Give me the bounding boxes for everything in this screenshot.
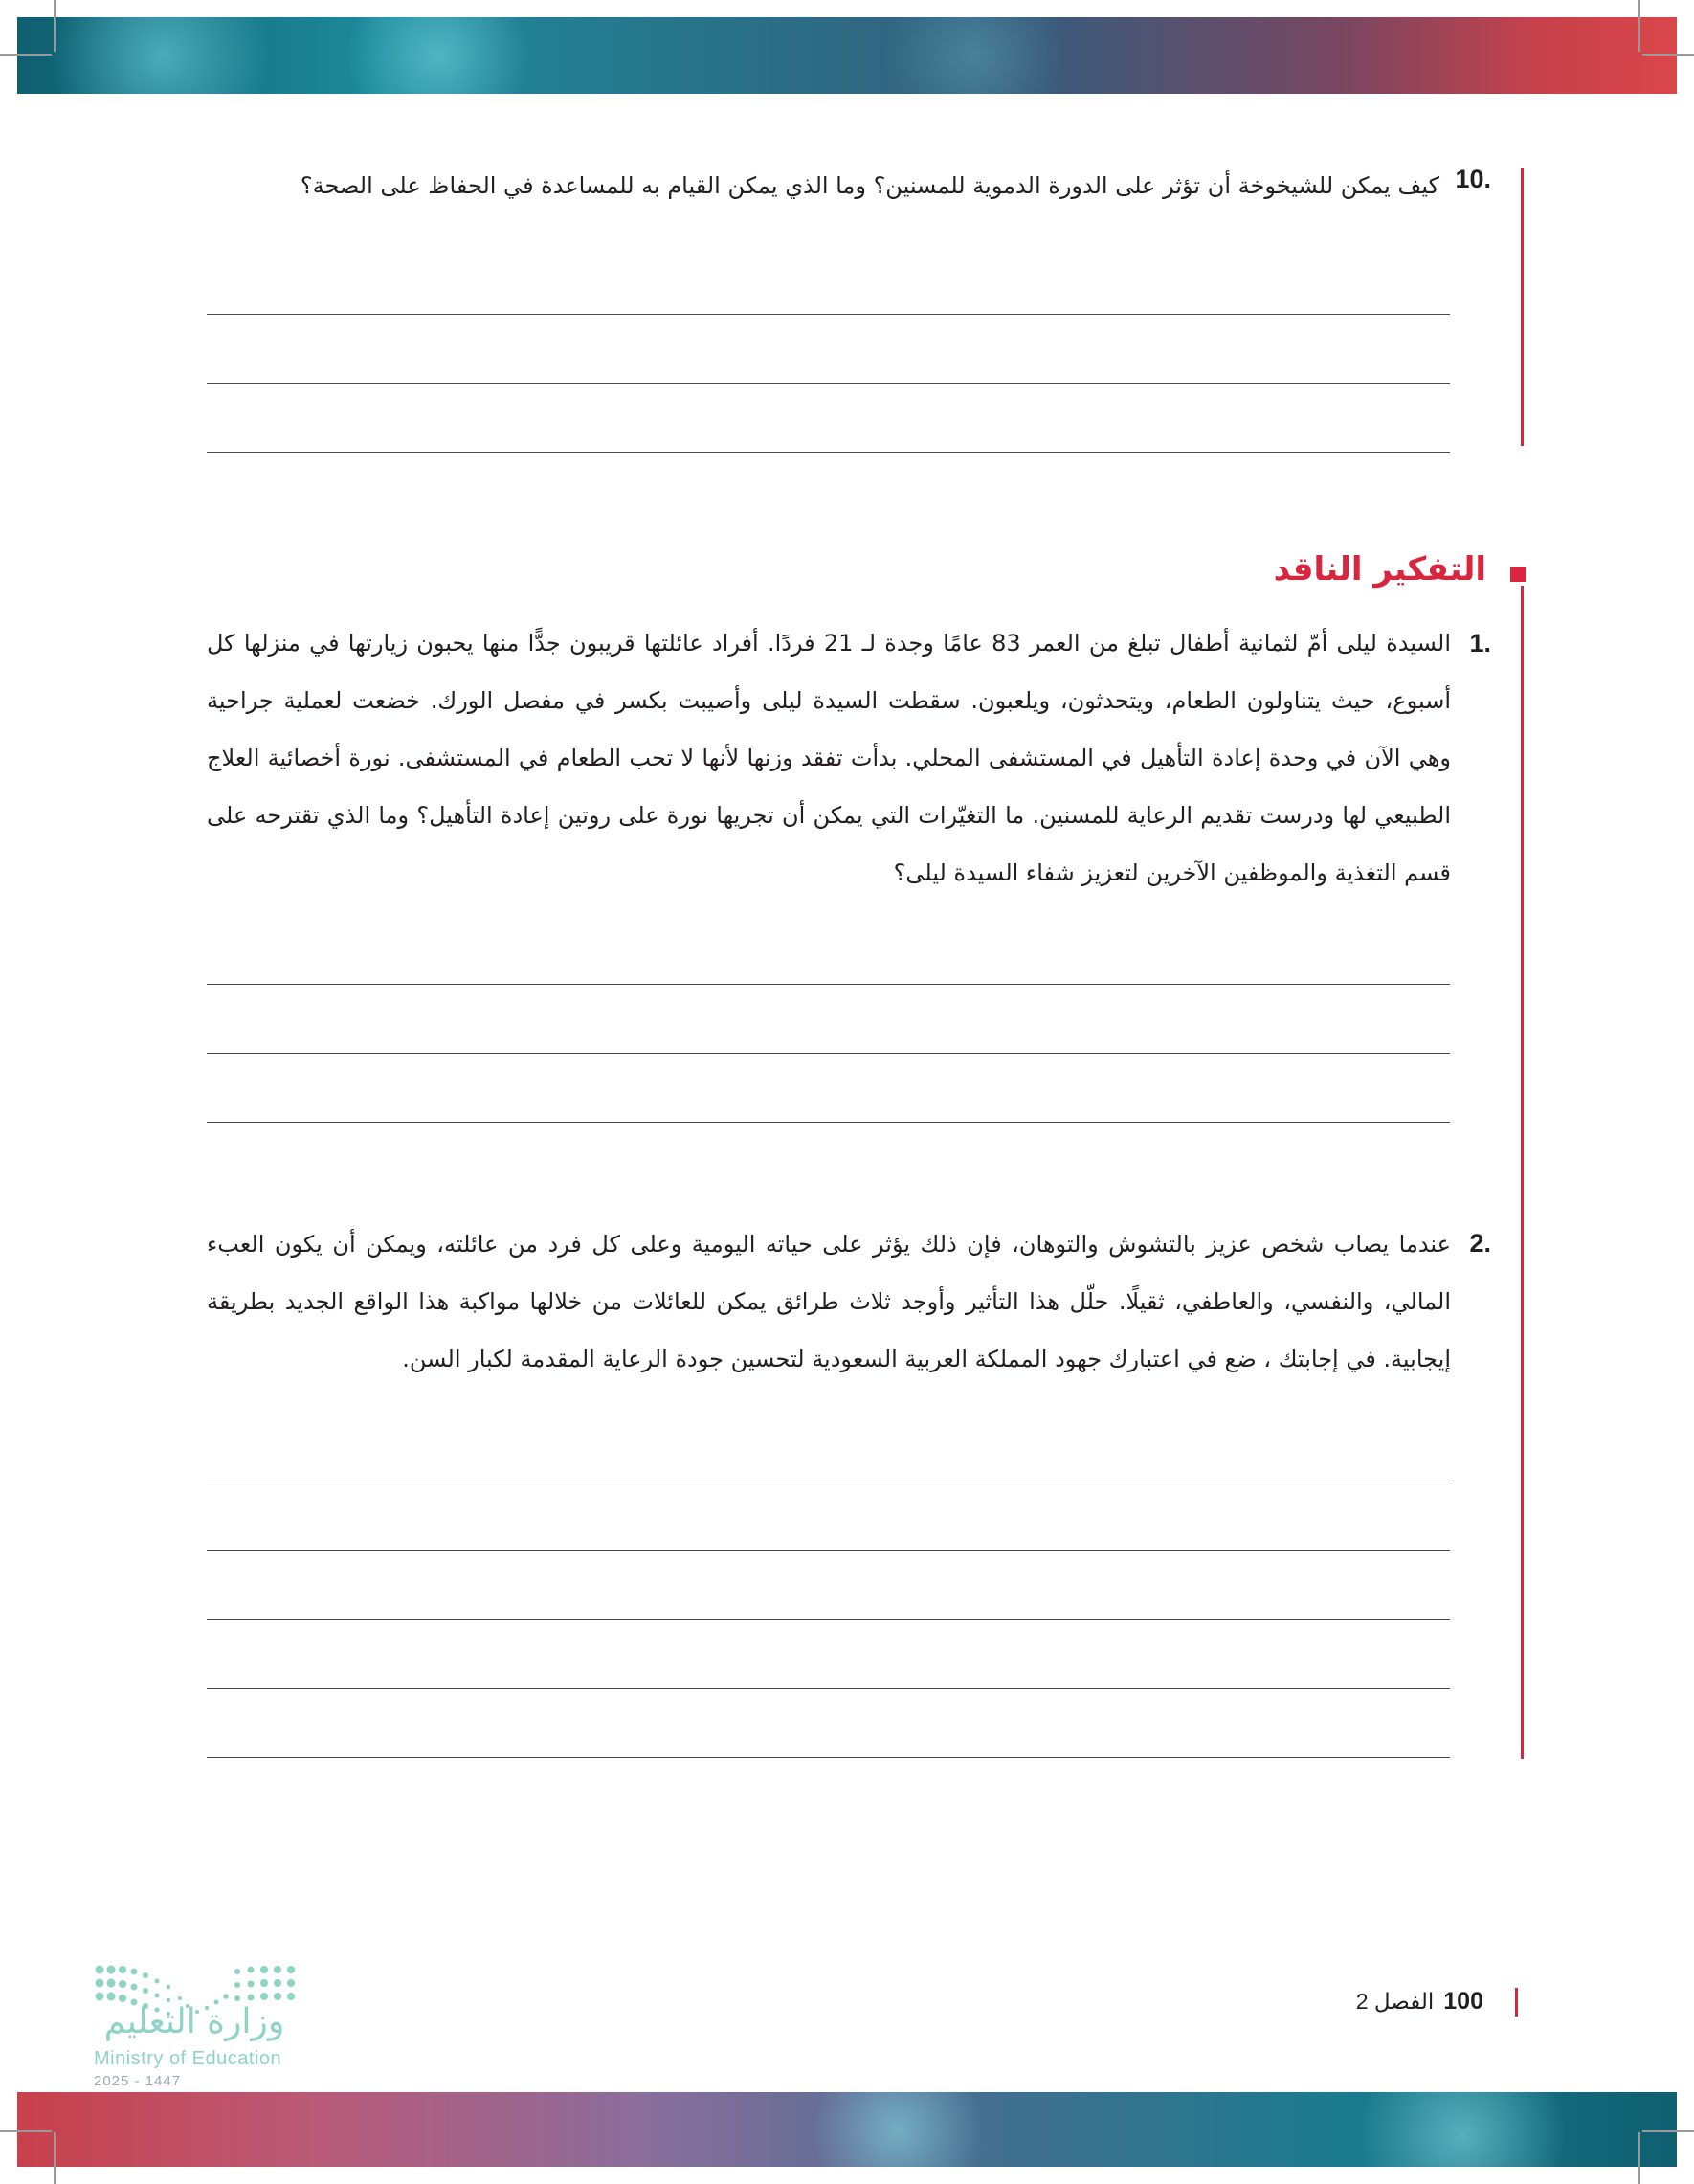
section-title: التفكير الناقد — [1273, 550, 1486, 589]
side-rule — [1521, 168, 1524, 446]
logo-arabic-text: وزارة التعليم — [103, 2002, 285, 2041]
question-1-text: السيدة ليلى أمّ لثمانية أطفال تبلغ من العمر 83 عامًا وجدة لـ 21 فردًا. أفراد عائلتها قريبون جدًّا منها يحبون زيارتها في منزلها كل أسبوع، حيث يتناولون الطعام، ويتحدثون، ويلعبون. سقطت السيدة ليلى وأصيبت بكسر في مفصل الورك. خضعت لعملية جراحية وهي الآن في وحدة إعادة التأهيل في المستشفى المحلي. بدأت تفقد وزنها لأنها لا تحب الطعام في المستشفى. نورة أخصائية العلاج الطبيعي لها ودرست تقديم الرعاية للمسنين. ما التغيّرات التي يمكن أن تجريها نورة على روتين إعادة التأهيل؟ وما الذي تقترحه على قسم التغذية والموظفين الآخرين لتعزيز شفاء السيدة ليلى؟ — [207, 630, 1452, 886]
footer-marker — [1515, 1988, 1518, 2017]
footer-page — [1356, 1988, 1483, 2016]
answer-line[interactable] — [207, 1757, 1450, 1758]
side-rule — [1521, 586, 1524, 1759]
crop-mark — [54, 0, 56, 52]
section-marker-icon — [1510, 567, 1526, 582]
answer-line[interactable] — [207, 1619, 1450, 1620]
crop-mark — [0, 54, 52, 56]
crop-mark — [1642, 2130, 1694, 2132]
answer-line[interactable] — [207, 1688, 1450, 1689]
answer-line[interactable] — [207, 314, 1450, 315]
answer-line[interactable] — [207, 1122, 1450, 1123]
top-banner — [17, 17, 1677, 94]
question-1-number: 1. — [1469, 629, 1491, 657]
question-2-number: 2. — [1469, 1229, 1491, 1258]
answer-line[interactable] — [207, 452, 1450, 453]
chapter-label: الفصل 2 — [1355, 1989, 1435, 2014]
page-number: 100 — [1443, 1988, 1483, 2015]
question-2-text: عندما يصاب شخص عزيز بالتشوش والتوهان، فإن ذلك يؤثر على حياته اليومية وعلى كل فرد من عائلته، ويمكن أن يكون العبء المالي، والنفسي، والعاطفي، ثقيلًا. حلّل هذا التأثير وأوجد ثلاث طرائق يمكن للعائلات من خلالها مواكبة هذا الواقع الجديد بطريقة إيجابية. في إجابتك ، ضع في اعتبارك جهود المملكة العربية السعودية لتحسين جودة الرعاية المقدمة لكبار السن. — [207, 1231, 1451, 1372]
answer-line[interactable] — [207, 1550, 1450, 1551]
answer-line[interactable] — [207, 984, 1450, 985]
question-10-number: 10. — [1455, 165, 1491, 193]
question-10-text: كيف يمكن للشيخوخة أن تؤثر على الدورة الدموية للمسنين؟ وما الذي يمكن القيام به للمساعدة في الحفاظ على الصحة؟ — [300, 172, 1439, 199]
logo-year: 2025 - 1447 — [94, 2073, 182, 2089]
answer-line[interactable] — [207, 1053, 1450, 1054]
crop-mark — [54, 2132, 56, 2184]
bottom-banner — [17, 2092, 1677, 2167]
crop-mark — [1638, 0, 1640, 52]
answer-line[interactable] — [207, 383, 1450, 384]
crop-mark — [0, 2130, 52, 2132]
logo-english-text: Ministry of Education — [94, 2048, 282, 2069]
crop-mark — [1642, 54, 1694, 56]
crop-mark — [1638, 2132, 1640, 2184]
